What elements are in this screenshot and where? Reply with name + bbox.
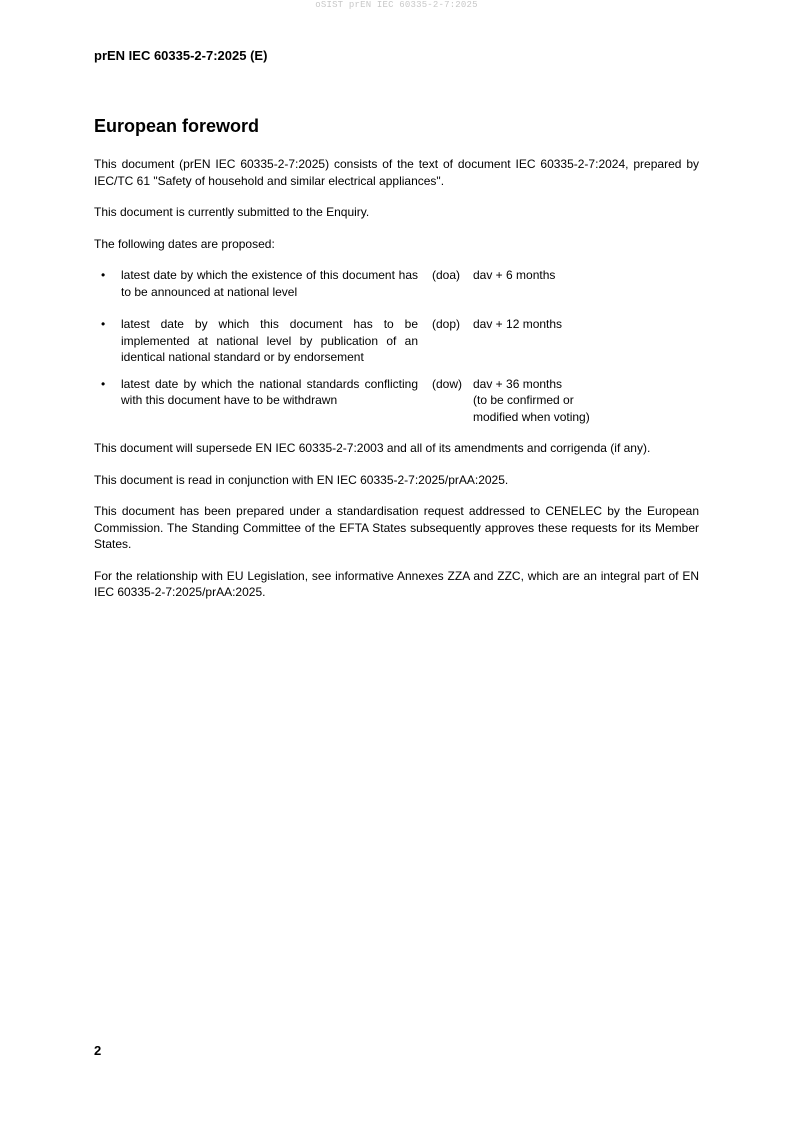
conjunction-paragraph: This document is read in conjunction with EN IEC 60335-2-7:2025/prAA:2025. [94, 472, 509, 487]
dates-list [94, 267, 699, 425]
date-abbreviation: (dop) [432, 317, 461, 331]
date-item-dow [94, 376, 699, 426]
bullet: • [101, 376, 106, 391]
foreword-section [94, 116, 699, 616]
date-value: dav + 6 months [473, 268, 556, 282]
document-header: prEN IEC 60335-2-7:2025 (E) [94, 48, 268, 63]
intro-paragraph: This document (prEN IEC 60335-2-7:2025) consists of the text of document IEC 60335-2-7:2024, prepared by IEC/TC 61 "Safety of household and similar electrical appliances". [94, 157, 699, 188]
date-value: dav + 36 months (to be confirmed or modified when voting) [473, 376, 590, 424]
page-number: 2 [94, 1043, 102, 1058]
bullet: • [101, 268, 106, 282]
page-title: European foreword [94, 116, 260, 136]
date-value: dav + 12 months [473, 317, 563, 331]
legislation-paragraph: For the relationship with EU Legislation, see informative Annexes ZZA and ZZC, which are an integral part of EN IEC 60335-2-7:2025/prAA:2025. [94, 568, 699, 599]
date-item-dop [94, 316, 699, 366]
watermark: oSIST prEN IEC 60335-2-7:2025 [315, 0, 478, 10]
date-abbreviation: (doa) [432, 268, 461, 282]
dates-intro-paragraph: The following dates are proposed: [94, 236, 275, 251]
date-abbreviation: (dow) [432, 376, 463, 391]
date-item-doa [94, 267, 699, 300]
date-description: latest date by which the existence of this document has to be announced at national level [121, 268, 418, 299]
standardisation-paragraph: This document has been prepared under a standardisation request addressed to CENELEC by the European Commission. The Standing Committee of the EFTA States subsequently approves these requests for its Member States. [94, 504, 699, 551]
bullet: • [101, 317, 106, 331]
date-description: latest date by which this document has to be implemented at national level by publication of an identical national standard or by endorsement [121, 317, 418, 364]
supersede-paragraph: This document will supersede EN IEC 60335-2-7:2003 and all of its amendments and corrigenda (if any). [94, 441, 651, 455]
date-description: latest date by which the national standards conflicting with this document have to be withdrawn [121, 376, 418, 407]
enquiry-paragraph: This document is currently submitted to the Enquiry. [94, 205, 370, 219]
